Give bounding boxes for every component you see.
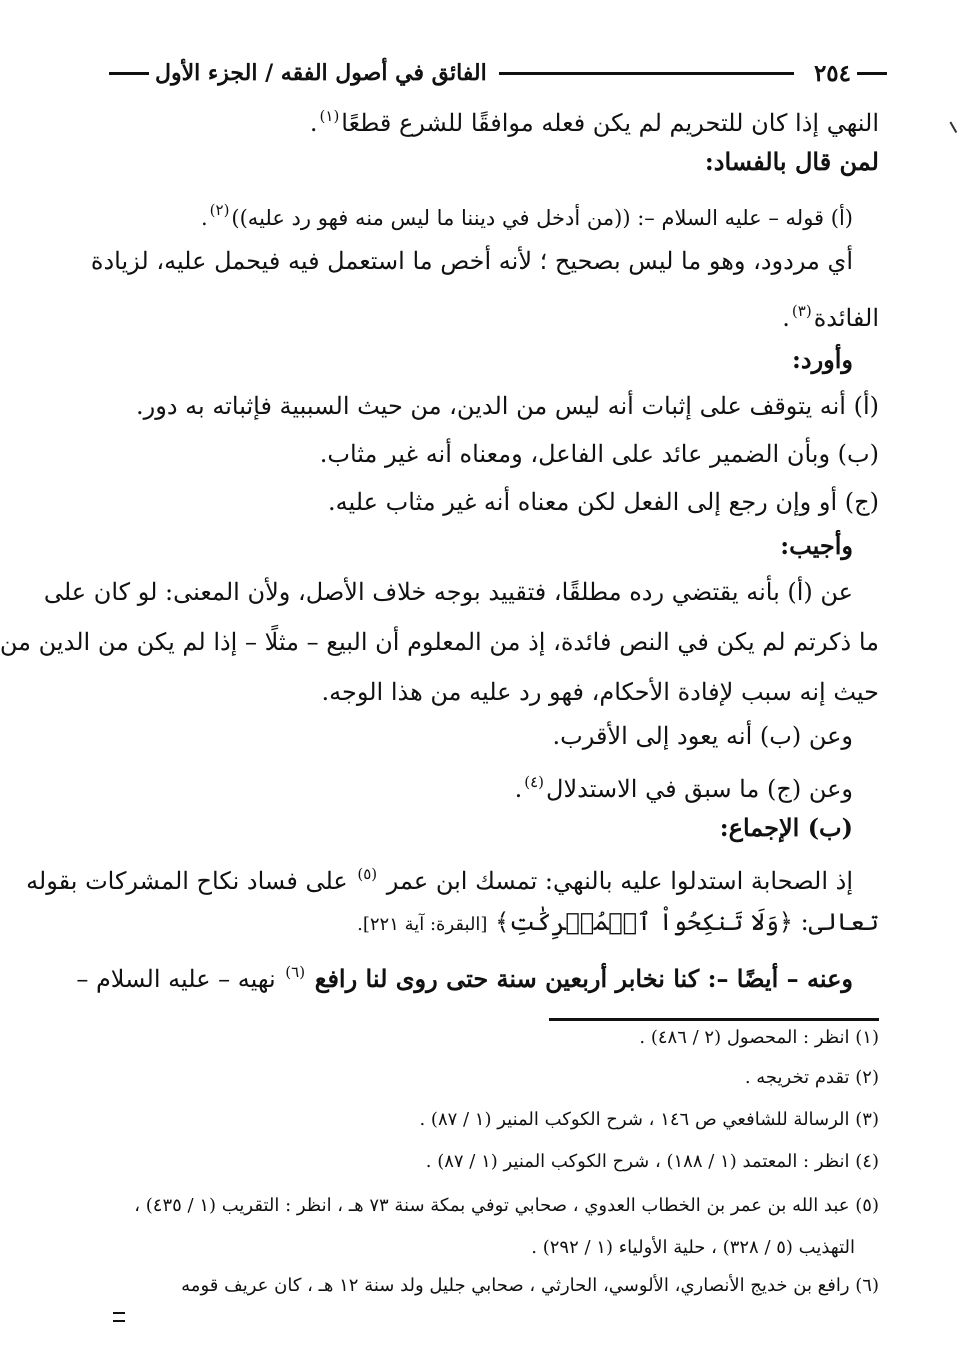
text-line xyxy=(103,434,879,474)
line-text: الفائدة xyxy=(813,304,879,332)
line-text: إذ الصحابة استدلوا عليه بالنهي: تمسك ابن عمر xyxy=(386,867,853,895)
text-line xyxy=(103,672,879,712)
line-text: عن (أ) بأنه يقتضي رده مطلقًا، فتقييد بوجه خلاف الأصل، ولأن المعنى: لو كان على xyxy=(43,578,853,606)
footnote-text: (٣) الرسالة للشافعي ص ١٤٦ ، شرح الكوكب المنير (١ / ٨٧) . xyxy=(419,1109,879,1130)
continuation-mark xyxy=(113,1312,125,1322)
heading-text: وأورد: xyxy=(792,345,853,374)
line-text: النهي إذا كان للتحريم لم يكن فعله موافقًا للشرع قطعًا xyxy=(341,109,879,137)
footnote-marker: (٣) xyxy=(791,302,812,320)
section-heading xyxy=(103,142,879,182)
footnote xyxy=(103,1102,879,1138)
verse-reference: [البقرة: آية ٢٢١]. xyxy=(357,914,488,935)
text-line: (أ) قوله – عليه السلام –: ((من أدخل في ديننا ما ليس منه فهو رد عليه))$^{(٢)}$. xyxy=(200,201,853,230)
line-text: أي مردود، وهو ما ليس بصحيح ؛ لأنه أخص ما استعمل فيه فيحمل عليه، لزيادة xyxy=(90,247,853,275)
text-line: الفائدة$^{(٣)}$. xyxy=(782,302,879,332)
line-text: (ب) وبأن الضمير عائد على الفاعل، ومعناه أنه غير مثاب. xyxy=(319,440,879,468)
line-text: (ج) أو وإن رجع إلى الفعل لكن معناه أنه غير مثاب عليه. xyxy=(328,488,879,516)
section-heading xyxy=(103,340,879,380)
running-title: الفائق في أصول الفقه / الجزء الأول xyxy=(155,60,487,86)
header-rule-right xyxy=(857,72,887,75)
header-rule-left xyxy=(109,72,149,75)
page-edge-mark xyxy=(949,119,961,133)
line-text: ما ذكرتم لم يكن في النص فائدة، إذ من المعلوم أن البيع – مثلًا – إذا لم يكن من الدين من xyxy=(0,628,879,656)
text-line xyxy=(43,572,879,612)
text-line xyxy=(26,854,879,895)
page-number: ٢٥٤ xyxy=(813,59,851,87)
text-line: النهي إذا كان للتحريم لم يكن فعله موافقًا للشرع قطعًا$^{(١)}$. xyxy=(309,107,879,137)
text-line xyxy=(103,716,879,756)
line-text: نهيه – عليه السلام – xyxy=(76,965,276,993)
footnote-text: (٦) رافع بن خديج الأنصاري، الألوسي، الحارثي ، صحابي جليل ولد سنة ١٢ هـ ، كان عريف قومه xyxy=(181,1275,879,1296)
line-text: على فساد نكاح المشركات بقوله xyxy=(26,867,348,895)
footnote xyxy=(103,1060,879,1096)
text-line xyxy=(103,902,879,942)
line-text: (أ) أنه يتوقف على إثبات أنه ليس من الدين، من حيث السببية فإثباته به دور. xyxy=(136,392,879,420)
header-rule-middle xyxy=(499,72,794,75)
heading-text: (ب) الإجماع: xyxy=(719,813,853,842)
quran-verse: تعالى: ﴿وَلَا تَنكِحُواْ ٱلۡمُشۡرِكَٰتِ﴾ xyxy=(495,908,879,936)
footnote-text: (٢) تقدم تخريجه . xyxy=(744,1067,879,1088)
line-text: وعنه – أيضًا –: كنا نخابر أربعين سنة حتى روى لنا رافع xyxy=(314,964,853,993)
footnote-marker: (٥) xyxy=(357,865,378,883)
heading-text: لمن قال بالفساد: xyxy=(704,147,879,176)
section-heading xyxy=(103,808,879,848)
heading-text: وأجيب: xyxy=(780,531,853,560)
text-line xyxy=(103,386,879,426)
text-line xyxy=(0,622,879,662)
footnote-text: (٤) انظر : المعتمد (١ / ١٨٨) ، شرح الكوكب المنير (١ / ٨٧) . xyxy=(425,1151,879,1172)
text-line: وعن (ج) ما سبق في الاستدلال$^{(٤)}$. xyxy=(514,773,853,803)
line-text: حيث إنه سبب لإفادة الأحكام، فهو رد عليه من هذا الوجه. xyxy=(321,678,879,706)
footnote-marker: (٤) xyxy=(524,773,545,791)
footnote-text: (٥) عبد الله بن عمر بن الخطاب العدوي ، صحابي توفي بمكة سنة ٧٣ هـ ، انظر : التقريب (١ / ٤٣٥) ، xyxy=(134,1195,879,1216)
running-header xyxy=(109,55,887,91)
footnote-continuation xyxy=(103,1230,879,1266)
footnote xyxy=(103,1268,879,1304)
footnote-text: (١) انظر : المحصول (٢ / ٤٨٦) . xyxy=(639,1027,879,1048)
line-text: (أ) قوله – عليه السلام –: ((من أدخل في ديننا ما ليس منه فهو رد عليه)) xyxy=(231,206,853,230)
footnote xyxy=(103,1020,879,1056)
text-line xyxy=(103,482,879,522)
footnote-marker: (٢) xyxy=(209,201,230,219)
text-line xyxy=(76,952,879,993)
text-line xyxy=(90,241,879,281)
footnote-text: التهذيب (٥ / ٣٢٨) ، حلية الأولياء (١ / ٢٩٢) . xyxy=(531,1237,855,1258)
line-text: وعن (ج) ما سبق في الاستدلال xyxy=(546,775,853,803)
footnote-marker: (١) xyxy=(319,107,340,125)
footnote-marker: (٦) xyxy=(285,963,306,981)
line-text: وعن (ب) أنه يعود إلى الأقرب. xyxy=(552,722,853,750)
footnote xyxy=(103,1188,879,1224)
section-heading xyxy=(103,526,879,566)
footnote xyxy=(103,1144,879,1180)
